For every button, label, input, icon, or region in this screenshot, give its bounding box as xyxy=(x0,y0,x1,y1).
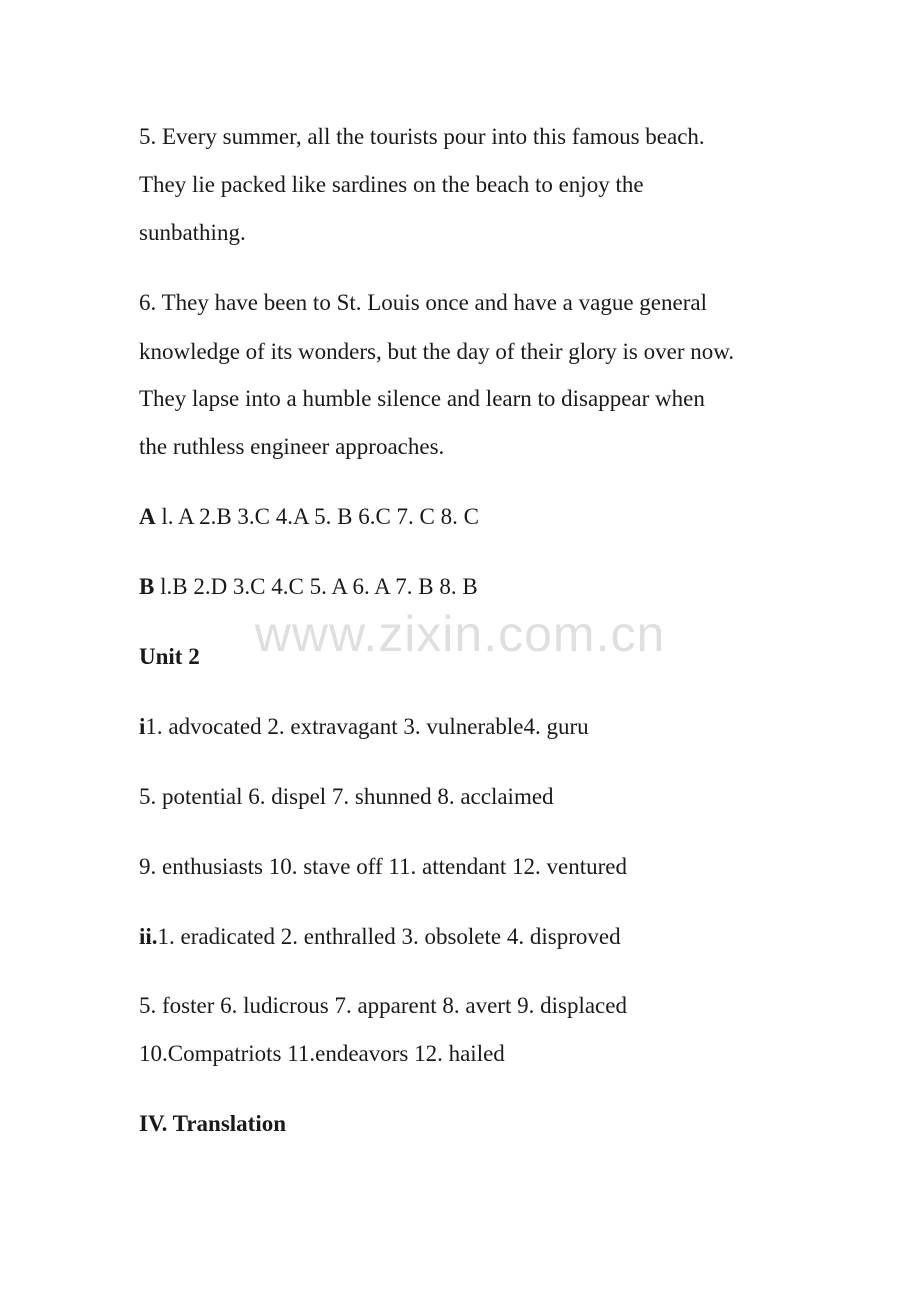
answers-a-row xyxy=(139,502,479,532)
item-6-line-4: the ruthless engineer approaches. xyxy=(139,434,445,459)
section-i-text: 1. advocated 2. extravagant 3. vulnerable4. guru xyxy=(145,714,589,739)
item-5-line-1: 5. Every summer, all the tourists pour into this famous beach. xyxy=(139,124,705,149)
answers-b-label: B xyxy=(139,574,155,599)
translation-heading: IV. Translation xyxy=(139,1111,286,1136)
section-ii-line-1 xyxy=(139,922,621,952)
item-5-line-3: sunbathing. xyxy=(139,220,246,245)
section-i-label: i xyxy=(139,714,146,739)
item-6-line-2: knowledge of its wonders, but the day of their glory is over now. xyxy=(139,339,735,364)
answers-b-row xyxy=(139,572,478,602)
section-ii-line-2: 5. foster 6. ludicrous 7. apparent 8. avert 9. displaced xyxy=(139,993,627,1018)
item-6-line-1: 6. They have been to St. Louis once and have a vague general xyxy=(139,290,707,315)
unit-heading: Unit 2 xyxy=(139,644,200,669)
item-6-line-3: They lapse into a humble silence and learn to disappear when xyxy=(139,386,705,411)
item-5-line-2: They lie packed like sardines on the beach to enjoy the xyxy=(139,172,644,197)
answers-a-text: l. A 2.B 3.C 4.A 5. B 6.C 7. C 8. C xyxy=(155,504,479,529)
answers-a-label: A xyxy=(139,504,156,529)
section-ii-line-3: 10.Compatriots 11.endeavors 12. hailed xyxy=(139,1041,505,1066)
section-i-line-1 xyxy=(139,712,589,742)
answers-b-text: l.B 2.D 3.C 4.C 5. A 6. A 7. B 8. B xyxy=(154,574,478,599)
section-ii-label: ii. xyxy=(139,924,158,949)
section-ii-text: 1. eradicated 2. enthralled 3. obsolete 4. disproved xyxy=(157,924,621,949)
section-i-line-2: 5. potential 6. dispel 7. shunned 8. acclaimed xyxy=(139,784,554,809)
watermark: www.zixin.com.cn xyxy=(254,606,666,662)
section-i-line-3: 9. enthusiasts 10. stave off 11. attendant 12. ventured xyxy=(139,854,628,879)
